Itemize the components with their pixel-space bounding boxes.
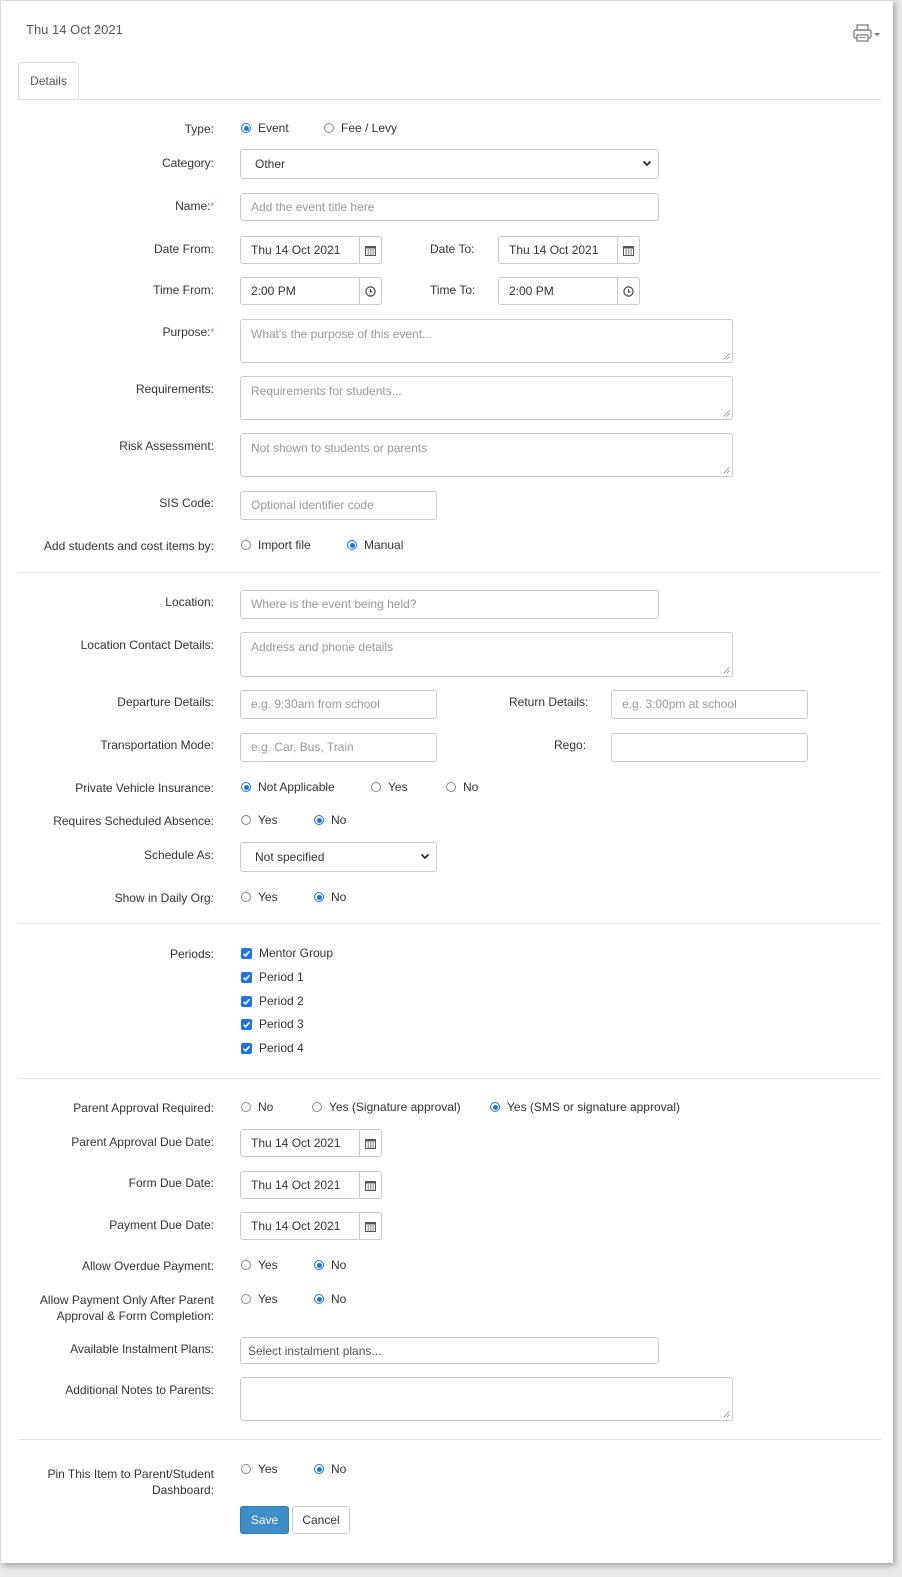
daily-org-no-radio[interactable]: No: [314, 890, 346, 904]
notes-textarea[interactable]: [240, 1377, 733, 1421]
parent-approval-no-radio[interactable]: No: [241, 1100, 273, 1114]
risk-textarea[interactable]: Not shown to students or parents: [240, 433, 733, 477]
time-from-label: Time From:: [153, 283, 214, 297]
scheduled-absence-label: Requires Scheduled Absence:: [53, 814, 214, 828]
pin-label: Pin This Item to Parent/Student Dashboard:: [47, 1467, 214, 1497]
pin-yes-radio[interactable]: Yes: [241, 1462, 278, 1476]
parent-approval-signature-radio[interactable]: Yes (Signature approval): [312, 1100, 461, 1114]
location-contact-textarea[interactable]: Address and phone details: [240, 632, 733, 677]
risk-label: Risk Assessment:: [119, 439, 214, 453]
section-divider: [18, 923, 881, 924]
period-checkbox[interactable]: Period 3: [241, 1017, 304, 1031]
transport-input[interactable]: e.g. Car, Bus, Train: [240, 733, 437, 762]
add-students-import-radio[interactable]: Import file: [241, 538, 311, 552]
parent-approval-label: Parent Approval Required:: [73, 1101, 214, 1115]
period-checkbox[interactable]: Period 4: [241, 1041, 304, 1055]
return-label: Return Details:: [509, 695, 589, 709]
event-form-page: [1, 1, 893, 1563]
section-divider: [18, 572, 881, 573]
clock-icon[interactable]: [359, 277, 382, 305]
chevron-down-icon: [420, 851, 430, 861]
date-to-label: Date To:: [430, 242, 475, 256]
vehicle-insurance-yes-radio[interactable]: Yes: [371, 780, 408, 794]
resize-grip-icon[interactable]: [723, 467, 730, 474]
daily-org-label: Show in Daily Org:: [114, 891, 214, 905]
requirements-textarea[interactable]: Requirements for students...: [240, 376, 733, 420]
name-label: Name:*: [175, 199, 214, 213]
clock-icon[interactable]: [617, 277, 640, 305]
transport-label: Transportation Mode:: [100, 738, 214, 752]
payment-due-label: Payment Due Date:: [109, 1218, 214, 1232]
section-divider: [18, 1439, 881, 1440]
requirements-label: Requirements:: [135, 382, 214, 396]
resize-grip-icon[interactable]: [723, 667, 730, 674]
daily-org-yes-radio[interactable]: Yes: [241, 890, 278, 904]
header-date: Thu 14 Oct 2021: [26, 22, 123, 37]
chevron-down-icon: [642, 158, 652, 168]
overdue-no-radio[interactable]: No: [314, 1258, 346, 1272]
departure-label: Departure Details:: [117, 695, 214, 709]
overdue-label: Allow Overdue Payment:: [81, 1259, 214, 1273]
checkmark-icon: [241, 996, 252, 1007]
pin-no-radio[interactable]: No: [314, 1462, 346, 1476]
checkmark-icon: [241, 948, 252, 959]
tab-bar-line: [18, 99, 881, 100]
payment-after-yes-radio[interactable]: Yes: [241, 1292, 278, 1306]
payment-after-label: Allow Payment Only After Parent Approval & Form Completion:: [39, 1293, 214, 1323]
resize-grip-icon[interactable]: [723, 353, 730, 360]
time-to-input[interactable]: 2:00 PM: [498, 277, 640, 305]
vehicle-insurance-na-radio[interactable]: Not Applicable: [241, 780, 335, 794]
calendar-icon[interactable]: [359, 1171, 382, 1199]
time-from-input[interactable]: 2:00 PM: [240, 277, 382, 305]
tab-details[interactable]: Details: [18, 62, 79, 99]
schedule-as-label: Schedule As:: [143, 848, 214, 862]
location-input[interactable]: Where is the event being held?: [240, 590, 659, 619]
sis-label: SIS Code:: [159, 496, 214, 510]
resize-grip-icon[interactable]: [723, 1411, 730, 1418]
type-fee-radio[interactable]: Fee / Levy: [324, 121, 397, 135]
category-label: Category:: [161, 156, 214, 170]
checkmark-icon: [241, 1043, 252, 1054]
date-from-label: Date From:: [153, 242, 214, 256]
rego-label: Rego:: [554, 738, 587, 752]
calendar-icon[interactable]: [617, 236, 640, 264]
name-input[interactable]: Add the event title here: [240, 193, 659, 221]
cancel-button[interactable]: Cancel: [292, 1506, 350, 1534]
calendar-icon[interactable]: [359, 1212, 382, 1240]
calendar-icon[interactable]: [359, 1129, 382, 1157]
scheduled-absence-no-radio[interactable]: No: [314, 813, 346, 827]
periods-label: Periods:: [169, 947, 214, 961]
form-due-input[interactable]: Thu 14 Oct 2021: [240, 1171, 382, 1199]
approval-due-label: Parent Approval Due Date:: [71, 1135, 214, 1149]
date-to-input[interactable]: Thu 14 Oct 2021: [498, 236, 640, 264]
instalment-label: Available Instalment Plans:: [70, 1342, 214, 1356]
type-event-radio[interactable]: Event: [241, 121, 289, 135]
period-checkbox[interactable]: Period 1: [241, 970, 304, 984]
add-students-label: Add students and cost items by:: [43, 539, 214, 553]
print-icon[interactable]: [852, 22, 882, 44]
overdue-yes-radio[interactable]: Yes: [241, 1258, 278, 1272]
type-label: Type:: [184, 122, 214, 136]
calendar-icon[interactable]: [359, 236, 382, 264]
period-checkbox[interactable]: Mentor Group: [241, 946, 333, 960]
instalment-input[interactable]: Select instalment plans...: [240, 1337, 659, 1364]
location-contact-label: Location Contact Details:: [80, 638, 214, 652]
date-from-input[interactable]: Thu 14 Oct 2021: [240, 236, 382, 264]
parent-approval-sms-radio[interactable]: Yes (SMS or signature approval): [490, 1100, 680, 1114]
resize-grip-icon[interactable]: [723, 410, 730, 417]
checkmark-icon: [241, 1019, 252, 1030]
section-divider: [18, 1078, 881, 1079]
vehicle-insurance-no-radio[interactable]: No: [446, 780, 478, 794]
time-to-label: Time To:: [430, 283, 476, 297]
payment-after-no-radio[interactable]: No: [314, 1292, 346, 1306]
location-label: Location:: [165, 595, 214, 609]
period-checkbox[interactable]: Period 2: [241, 994, 304, 1008]
approval-due-input[interactable]: Thu 14 Oct 2021: [240, 1129, 382, 1157]
scheduled-absence-yes-radio[interactable]: Yes: [241, 813, 278, 827]
rego-input[interactable]: [611, 733, 808, 762]
return-input[interactable]: e.g. 3:00pm at school: [611, 690, 808, 719]
schedule-as-select[interactable]: Not specified: [240, 842, 437, 872]
category-select[interactable]: Other: [240, 149, 659, 179]
add-students-manual-radio[interactable]: Manual: [347, 538, 403, 552]
payment-due-input[interactable]: Thu 14 Oct 2021: [240, 1212, 382, 1240]
purpose-label: Purpose:*: [162, 325, 214, 339]
save-button[interactable]: Save: [240, 1506, 289, 1534]
checkmark-icon: [241, 972, 252, 983]
form-due-label: Form Due Date:: [128, 1176, 214, 1190]
vehicle-insurance-label: Private Vehicle Insurance:: [75, 781, 214, 795]
notes-label: Additional Notes to Parents:: [65, 1383, 214, 1397]
sis-input[interactable]: Optional identifier code: [240, 491, 437, 520]
departure-input[interactable]: e.g. 9:30am from school: [240, 690, 437, 719]
purpose-textarea[interactable]: What's the purpose of this event...: [240, 319, 733, 363]
